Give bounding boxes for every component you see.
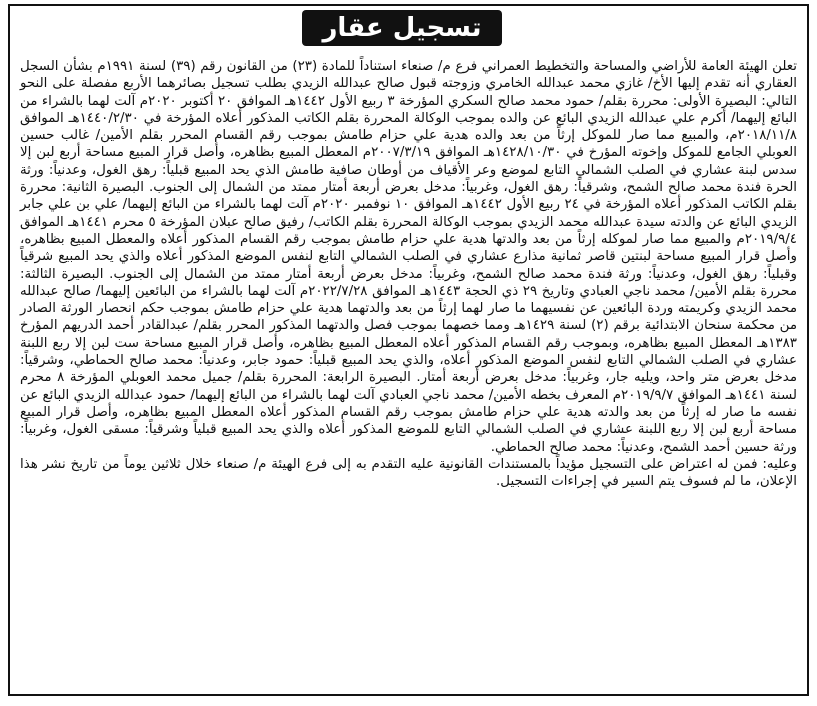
notice-title: تسجيل عقار bbox=[322, 13, 482, 43]
notice-box bbox=[8, 4, 809, 696]
notice-paragraph-main: تعلن الهيئة العامة للأراضي والمساحة والتخطيط العمراني فرع م/ صنعاء استناداً للمادة (٢٣) من القانون رقم (٣٩) لسنة ١٩٩١م بشأن السجل العقاري أنه تقدم إليها الأخ/ غازي محمد عبدالله الخامري وزوجته قبول صالح عبدالله الزيدي بطلب تسجيل بصائرهما الأربع مفصلة على النحو التالي: البصيرة الأولى: محررة بقلم/ حمود محمد صالح السكري المؤرخة ٣ ربيع الأول ١٤٤٢هـ الموافق ٢٠ أكتوبر ٢٠٢٠م آلت لهما بالشراء من البائع إليهما/ أكرم علي عبدالله الزيدي البائع عن والده بموجب الوكالة المحررة بقلم الكاتب المذكور أعلاه المؤرخة في ١٤٤٠/٢/٣٠هـ الموافق ٢٠١٨/١١/٨م، والمبيع مما صار للموكل إرثاً من بعد والده هدية علي حزام طامش بموجب رقم القسام المحرر بقلم الأمين/ غالب حسين العوبلي الجامع للموكل وإخوته المؤرخ في ١٤٢٨/١٠/٣٠هـ الموافق ٢٠٠٧/٣/١٩م المعطل المبيع بظاهره، وأصل قرار المبيع مساحة أربع لبن إلا سدس لبنة عشاري في الصلب الشمالي التابع لموضع وعر الأقياف من أوطان صافية طامش الذي يحد المبيع قبلياً: رهق الغول، وعدنياً: ورثة الحرة فندة محمد صالح الشمح، وشرقياً: رهق الغول، وغربياً: مدخل بعرض أربعة أمتار ممتد من الشمال إلى الجنوب. البصيرة الثانية: محررة بقلم الكاتب المذكور أعلاه المؤرخة في ٢٤ ربيع الأول ١٤٤٢هـ الموافق ١٠ نوفمبر ٢٠٢٠م آلت لهما بالشراء من البائع إليهما/ علي بن علي جابر الزيدي البائع عن والدته سيدة عبدالله محمد الزيدي بموجب الوكالة المحررة بقلم الكاتب/ رفيق صالح عبلان المؤرخة ٥ محرم ١٤٤١هـ الموافق ٢٠١٩/٩/٤م والمبيع مما صار لموكله إرثاً من بعد والدتها هدية علي حزام طامش بموجب رقم القسام المذكور أعلاه والمعطل المبيع بظاهره، وأصل قرار المبيع مساحة لبنتين قاصر ثمانية مذارع عشاري في الصلب الشمالي التابع لنفس الموضع المذكور أعلاه والذي يحد المبيع شرقياً وقبلياً: رهق الغول، وعدنياً: ورثة فندة محمد صالح الشمح، وغربياً: مدخل بعرض أربعة أمتار ممتد من الشمال إلى الجنوب. البصيرة الثالثة: محررة بقلم الأمين/ محمد ناجي العبادي وتاريخ ٢٩ ذي الحجة ١٤٤٣هـ الموافق ٢٠٢٢/٧/٢٨م آلت لهما بالشراء من البائعين إليهما/ صالح عبدالله محمد الزيدي وكريمته وردة البائعين عن نفسيهما ما صار لهما إرثاً من بعد والدتهما هدية علي حزام طامش بموجب حكم انحصار الورثة الصادر من محكمة سنحان الابتدائية برقم (٢) لسنة ١٤٢٩هـ ومما خصهما بموجب فصل والدتهما المذكور المحرر بقلم/ عبدالقادر أحمد الدريهم المؤرخ ١٣٨٣هـ المعطل المبيع بظاهره، وبموجب رقم القسام المذكور أعلاه المعطل المبيع بظاهره، وأصل قرار المبيع مساحة ست لبن إلا ربع اللبنة عشاري في الصلب الشمالي التابع لنفس الموضع المذكور أعلاه، والذي يحد المبيع قبلياً: حمود جابر، وعدنياً: محمد صالح الحماطي، وشرقياً: مدخل بعرض متر واحد، ويليه جار، وغربياً: مدخل بعرض أربعة أمتار. البصيرة الرابعة: المحررة بقلم/ جميل محمد العوبلي المؤرخة ٨ محرم لسنة ١٤٤١هـ الموافق ٢٠١٩/٩/٧م المعرف بخطه الأمين/ محمد ناجي العبادي آلت لهما بالشراء من البائع إليهما/ حمود عبدالله الزيدي البائع عن نفسه ما صار له إرثاً من بعد والدته هدية علي حزام طامش بموجب رقم القسام المذكور أعلاه المعطل المبيع بظاهره، وأصل قرار المبيع مساحة أربع لبن إلا ربع اللبنة عشاري في الصلب الشمالي التابع للموضع المذكور أعلاه والذي يحد المبيع قبلياً وشرقياً: مسقى الغول، وغربياً: ورثة حسين أحمد الشمح، وعدنياً: محمد صالح الحماطي. bbox=[20, 59, 798, 455]
notice-body bbox=[20, 58, 797, 490]
title-banner bbox=[302, 10, 502, 46]
notice-paragraph-objection: وعليه: فمن له اعتراض على التسجيل مؤيداً بالمستندات القانونية عليه التقدم به إلى فرع الهيئة م/ صنعاء خلال ثلاثين يوماً من تاريخ نشر هذا الإعلان، ما لم فسوف يتم السير في إجراءات التسجيل. bbox=[20, 456, 797, 490]
